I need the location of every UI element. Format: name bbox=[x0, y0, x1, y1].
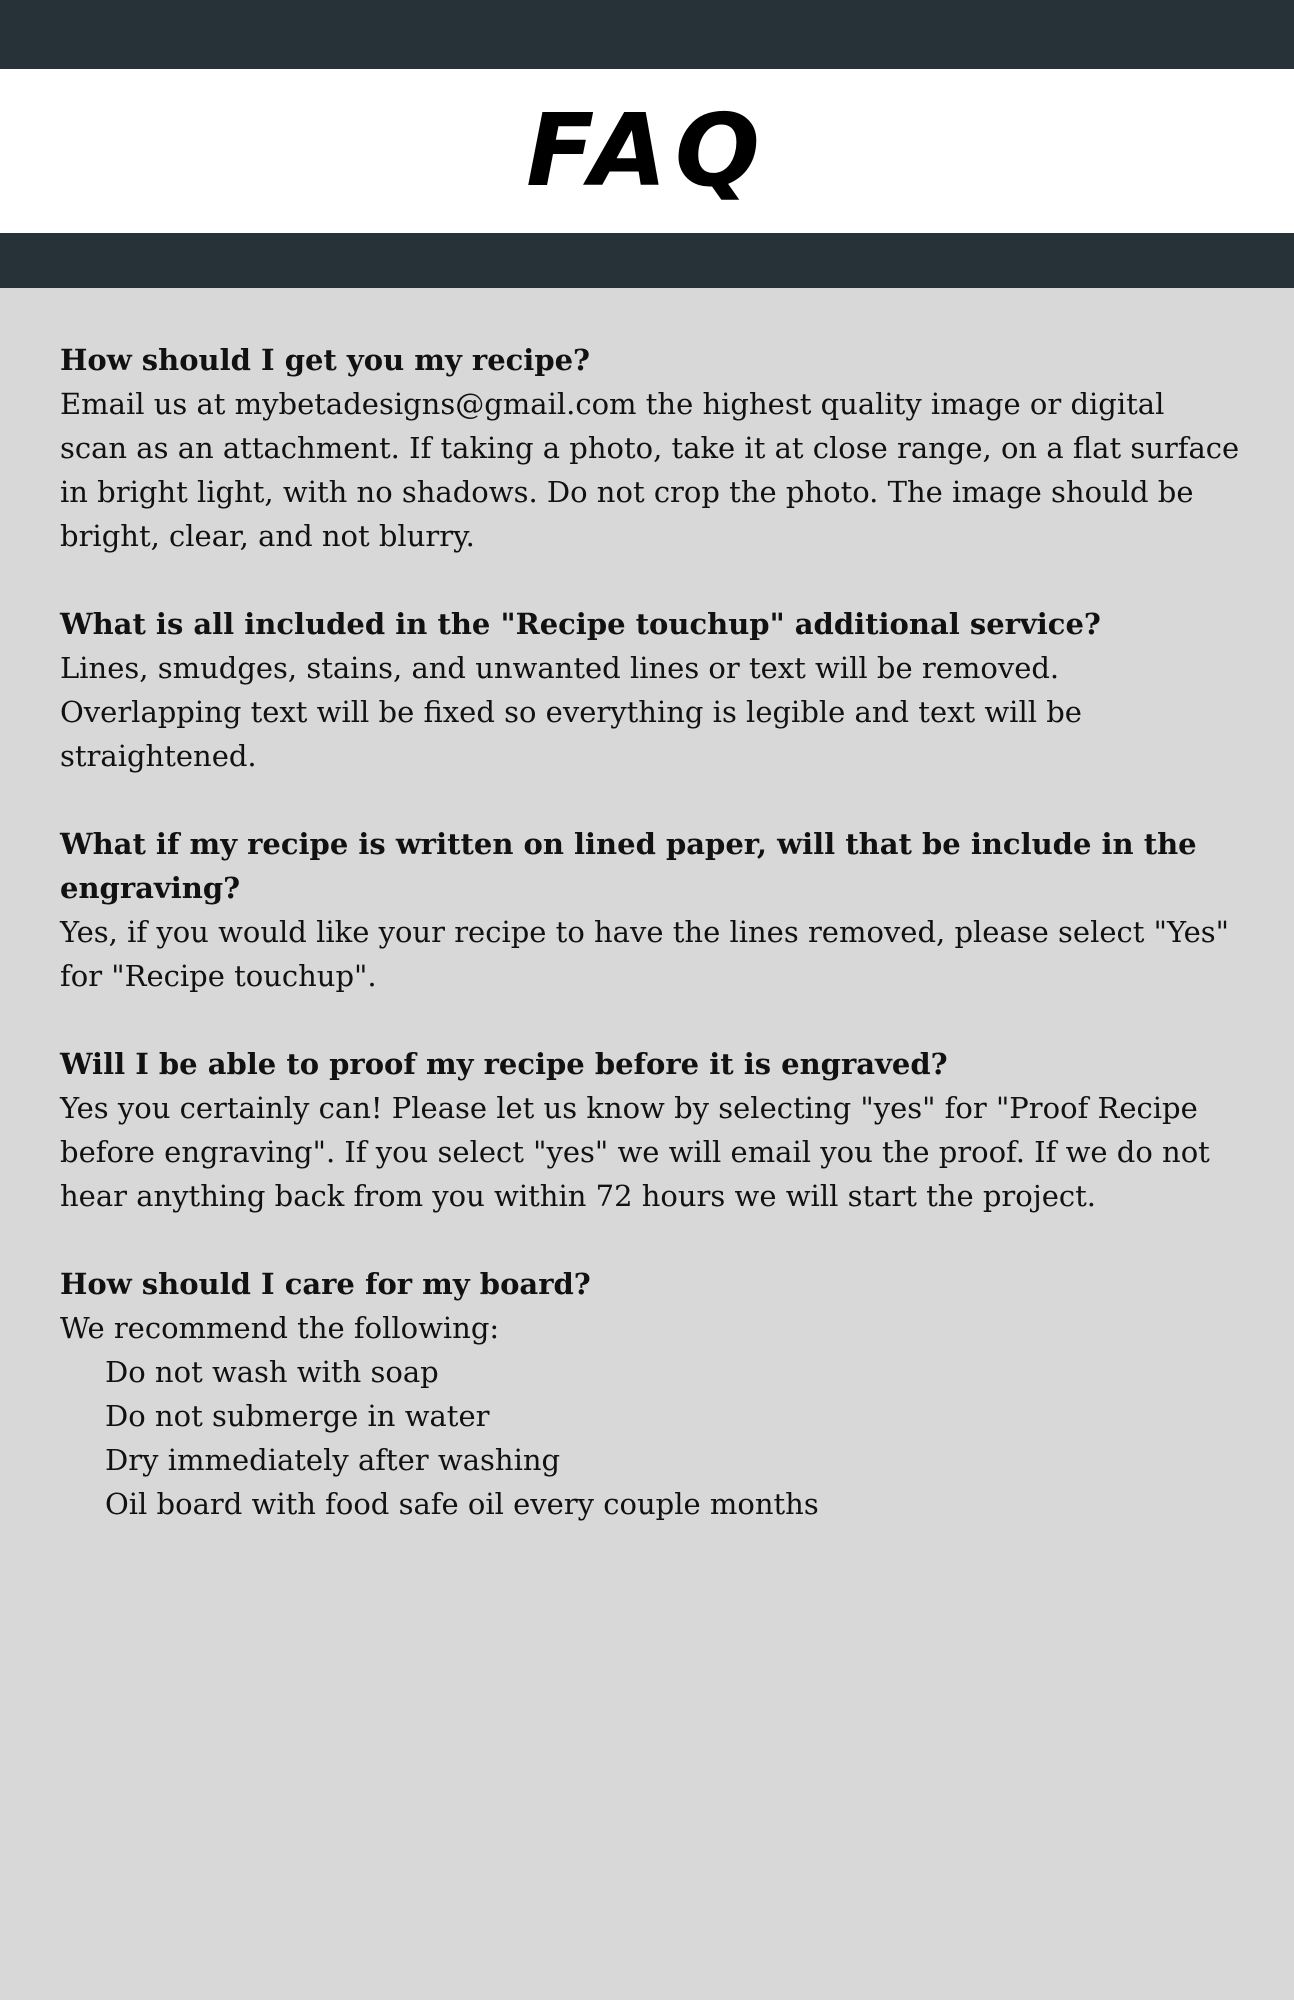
faq-item-recipe-delivery bbox=[60, 338, 1240, 558]
faq-question: How should I care for my board? bbox=[60, 1267, 591, 1301]
care-list-item: Dry immediately after washing bbox=[105, 1443, 561, 1477]
faq-question: What if my recipe is written on lined paper, will that be include in the engraving? bbox=[60, 827, 1197, 905]
faq-answer: Email us at mybetadesigns@gmail.com the highest quality image or digital scan as an attachment. If taking a photo, take it at close range, on a flat surface in bright light, with no shadows. Do not crop the photo. The image should be bright, clear, and not blurry. bbox=[60, 387, 1240, 553]
faq-item-proof bbox=[60, 1042, 1240, 1218]
care-list-item: Do not wash with soap bbox=[105, 1355, 439, 1389]
care-list bbox=[60, 1350, 1240, 1526]
faq-answer: Yes, if you would like your recipe to have the lines removed, please select "Yes" for "Recipe touchup". bbox=[60, 915, 1229, 993]
faq-answer: Yes you certainly can! Please let us know by selecting "yes" for "Proof Recipe before engraving". If you select "yes" we will email you the proof. If we do not hear anything back from you within 72 hours we will start the project. bbox=[60, 1091, 1210, 1213]
page-title: FAQ bbox=[526, 92, 768, 209]
faq-content bbox=[60, 338, 1240, 1570]
care-list-item: Do not submerge in water bbox=[105, 1399, 490, 1433]
faq-question: How should I get you my recipe? bbox=[60, 343, 591, 377]
faq-item-board-care bbox=[60, 1262, 1240, 1526]
title-bar bbox=[0, 69, 1294, 233]
faq-question: Will I be able to proof my recipe before it is engraved? bbox=[60, 1047, 948, 1081]
top-color-band bbox=[0, 0, 1294, 69]
faq-item-lined-paper bbox=[60, 822, 1240, 998]
bottom-color-band bbox=[0, 233, 1294, 288]
faq-question: What is all included in the "Recipe touchup" additional service? bbox=[60, 607, 1101, 641]
care-list-item: Oil board with food safe oil every couple months bbox=[105, 1487, 819, 1521]
faq-item-recipe-touchup bbox=[60, 602, 1240, 778]
faq-answer: Lines, smudges, stains, and unwanted lines or text will be removed. Overlapping text will be fixed so everything is legible and text will be straightened. bbox=[60, 651, 1082, 773]
faq-answer: We recommend the following: bbox=[60, 1311, 500, 1345]
